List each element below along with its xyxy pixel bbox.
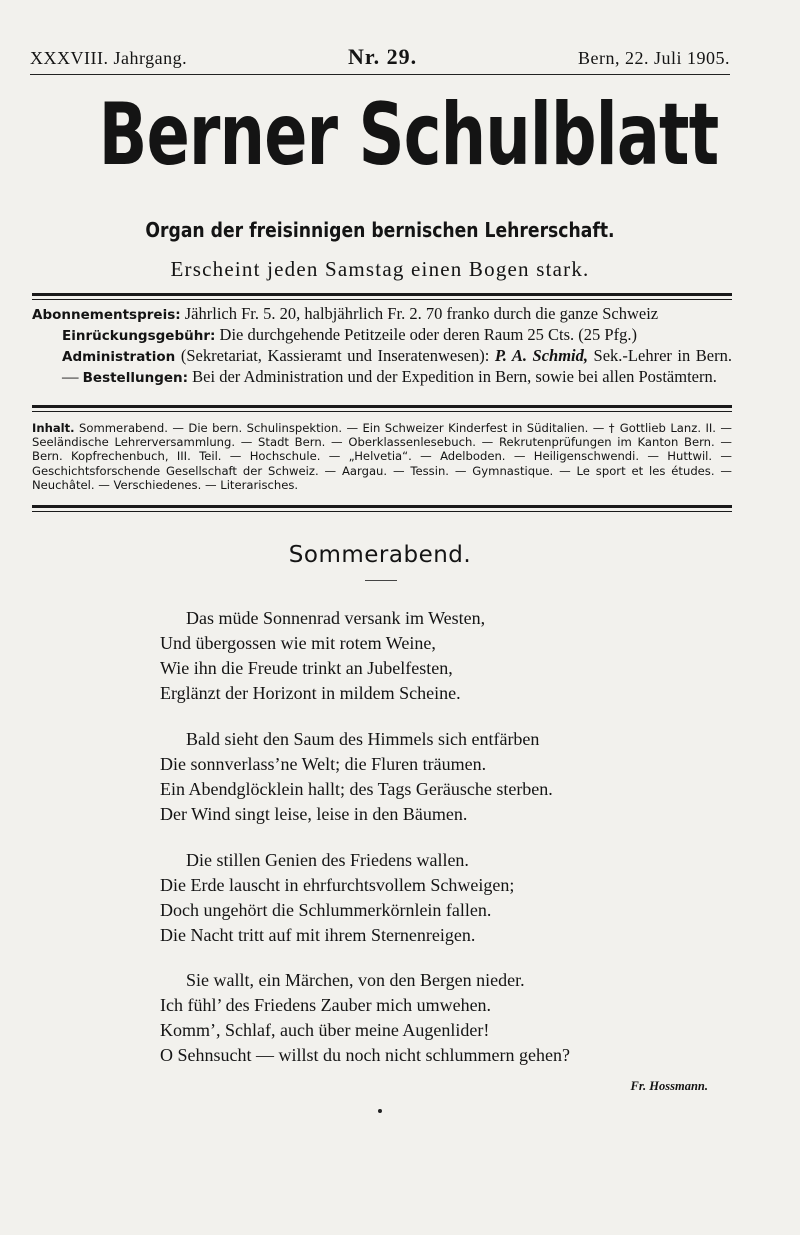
poem-line: Das müde Sonnenrad versank im Westen,: [186, 608, 486, 628]
poem-line: Erglänzt der Horizont in mildem Scheine.: [160, 683, 461, 703]
poem-line: Die Nacht tritt auf mit ihrem Sternenreigen.: [160, 925, 476, 945]
masthead-subtitle: Organ der freisinnigen bernischen Lehrerschaft.: [145, 218, 615, 242]
ornament-dot: [378, 1109, 382, 1113]
poem-stanza: [160, 848, 514, 948]
poem-line: Der Wind singt leise, leise in den Bäumen.: [160, 804, 468, 824]
poem-line: Die Erde lauscht in ehrfurchtsvollem Schweigen;: [160, 875, 515, 895]
poem-stanza: [160, 606, 485, 706]
poem-line: O Sehnsucht — willst du noch nicht schlummern gehen?: [160, 1045, 570, 1065]
abonnement-line: Abonnementspreis: Jährlich Fr. 5. 20, halbjährlich Fr. 2. 70 franko durch die ganze Schweiz: [32, 304, 659, 323]
issue-number: Nr. 29.: [348, 44, 418, 69]
table-of-contents: [32, 421, 732, 492]
einrueckung-line: Einrückungsgebühr: Die durchgehende Petitzeile oder deren Raum 25 Cts. (25 Pfg.): [62, 325, 637, 344]
poem-line: Sie wallt, ein Märchen, von den Bergen nieder.: [186, 970, 525, 990]
poem-line: Ich fühl’ des Friedens Zauber mich umwehen.: [160, 995, 492, 1015]
poem-line: Doch ungehört die Schlummerkörnlein fallen.: [160, 900, 492, 920]
administration-line: Administration (Sekretariat, Kassieramt und Inseratenwesen): P. A. Schmid, Sek.-Lehrer in Bern. — Bestellungen: Bei der Administration und der Expedition in Bern, sowie bei allen Postämtern.: [62, 346, 732, 386]
poem-line: Ein Abendglöcklein hallt; des Tags Geräusche sterben.: [160, 779, 553, 799]
contents-text: Sommerabend. — Die bern. Schulinspektion. — Ein Schweizer Kinderfest in Süditalien. — † Gottlieb Lanz. II. — Seeländische Lehrerversammlung. — Stadt Bern. — Oberklassenlesebuch. — Rekrutenprüfungen im Kanton Bern. — Bern. Kopfrechenbuch, III. Teil. — Hochschule. — „Helvetia“. — Adelboden. — Heiligenschwendi. — Huttwil. — Geschichtsforschende Gesellschaft der Schweiz. — Aargau. — Tessin. — Gymnastique. — Le sport et les études. — Neuchâtel. — Verschiedenes. — Literarisches.: [32, 421, 732, 492]
poem-line: Die stillen Genien des Friedens wallen.: [186, 850, 469, 870]
title-ornament: [365, 580, 397, 581]
contents-label: Inhalt.: [32, 421, 75, 435]
header-rule: [30, 74, 730, 75]
divider-rule: [32, 405, 732, 412]
poem-stanza: [160, 727, 553, 827]
volume-label: XXXVIII. Jahrgang.: [30, 48, 188, 68]
divider-rule: [32, 293, 732, 300]
poem-stanza: [160, 968, 570, 1068]
poem-title: Sommerabend.: [288, 542, 472, 568]
poem-line: Die sonnverlass’ne Welt; die Fluren träumen.: [160, 754, 487, 774]
place-date: Bern, 22. Juli 1905.: [578, 48, 730, 68]
poem-author: Fr. Hossmann.: [630, 1079, 708, 1093]
poem-line: Bald sieht den Saum des Himmels sich entfärben: [186, 729, 540, 749]
publication-frequency: Erscheint jeden Samstag einen Bogen stark.: [170, 257, 590, 281]
issue-line: [30, 44, 730, 70]
divider-rule: [32, 505, 732, 512]
poem-line: Wie ihn die Freude trinkt an Jubelfesten,: [160, 658, 453, 678]
poem-line: Und übergossen wie mit rotem Weine,: [160, 633, 436, 653]
poem-line: Komm’, Schlaf, auch über meine Augenlider!: [160, 1020, 490, 1040]
masthead-title: Berner Schulblatt: [98, 85, 719, 185]
subscription-info: [32, 304, 732, 388]
